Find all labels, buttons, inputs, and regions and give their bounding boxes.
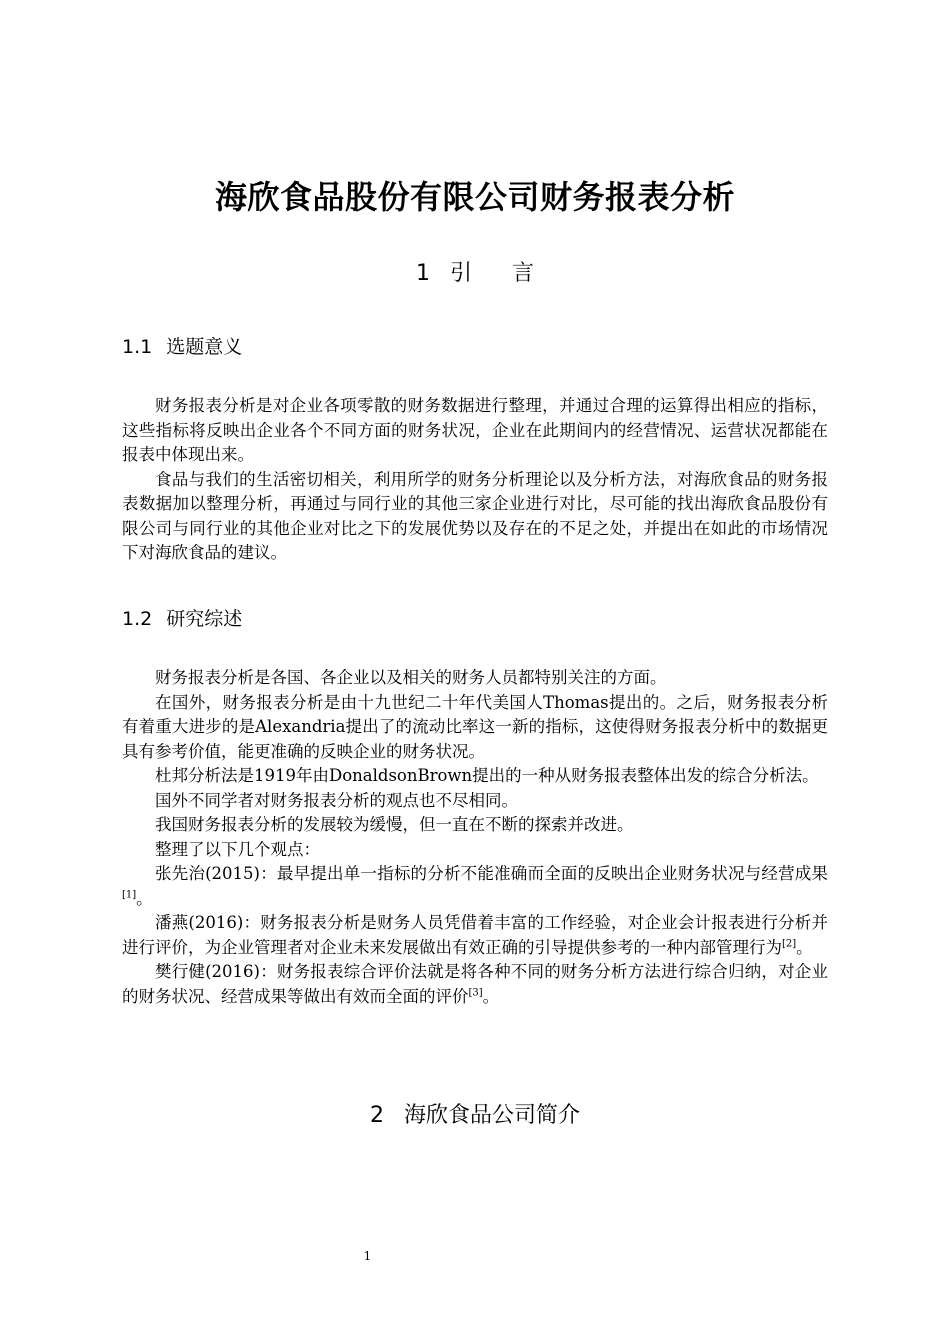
section-1-1-title: 选题意义 bbox=[166, 336, 243, 358]
chapter-2-heading bbox=[0, 1098, 950, 1129]
citation-ref: [3] bbox=[468, 987, 483, 998]
section-1-2-body bbox=[122, 666, 828, 1009]
section-1-2-heading bbox=[122, 604, 242, 631]
chapter-2-number: 2 bbox=[369, 1103, 384, 1128]
section-1-2-number: 1.2 bbox=[122, 608, 153, 630]
chapter-2-title: 海欣食品公司简介 bbox=[403, 1103, 580, 1128]
paragraph-with-citation bbox=[122, 862, 828, 911]
paragraph: 杜邦分析法是1919年由DonaldsonBrown提出的一种从财务报表整体出发的综合分析法。 bbox=[155, 766, 819, 785]
section-1-2-title: 研究综述 bbox=[166, 608, 243, 630]
paragraph: 我国财务报表分析的发展较为缓慢，但一直在不断的探索并改进。 bbox=[155, 815, 634, 834]
section-1-1-heading bbox=[122, 332, 242, 359]
paragraph: 财务报表分析是对企业各项零散的财务数据进行整理，并通过合理的运算得出相应的指标，这些指标将反映出企业各个不同方面的财务状况，企业在此期间内的经营情况、运营状况都能在报表中体现出来。 bbox=[122, 396, 828, 464]
page-number: 1 bbox=[363, 1249, 372, 1263]
paragraph-with-citation bbox=[122, 960, 828, 1009]
document-title: 海欣食品股份有限公司财务报表分析 bbox=[214, 178, 735, 216]
paragraph-end: 。 bbox=[136, 888, 153, 908]
paragraph: 财务报表分析是各国、各企业以及相关的财务人员都特别关注的方面。 bbox=[155, 668, 667, 687]
chapter-1-title: 引言 bbox=[449, 261, 574, 286]
citation-ref: [2] bbox=[782, 938, 797, 949]
paragraph: 整理了以下几个观点： bbox=[155, 839, 320, 859]
paragraph-text: 樊行健(2016)：财务报表综合评价法就是将各种不同的财务分析方法进行综合归纳，对企业的财务状况、经营成果等做出有效而全面的评价 bbox=[122, 962, 828, 1006]
paragraph-end: 。 bbox=[482, 986, 500, 1006]
section-1-1-number: 1.1 bbox=[122, 336, 153, 358]
paragraph-end: 。 bbox=[796, 937, 813, 957]
chapter-1-number: 1 bbox=[415, 261, 430, 286]
section-1-1-body bbox=[122, 394, 828, 566]
paragraph: 在国外，财务报表分析是由十九世纪二十年代美国人Thomas提出的。之后，财务报表分析有着重大进步的是Alexandria提出了的流动比率这一新的指标，这使得财务报表分析中的数据更具有参考价值，能更准确的反映企业的财务状况。 bbox=[122, 692, 828, 761]
paragraph-text: 潘燕(2016)：财务报表分析是财务人员凭借着丰富的工作经验，对企业会计报表进行分析并进行评价，为企业管理者对企业未来发展做出有效正确的引导提供参考的一种内部管理行为 bbox=[122, 913, 828, 957]
paragraph-with-citation bbox=[122, 911, 828, 960]
chapter-1-heading bbox=[0, 256, 950, 287]
citation-ref: [1] bbox=[122, 889, 137, 900]
paragraph: 国外不同学者对财务报表分析的观点也不尽相同。 bbox=[155, 790, 518, 810]
paragraph: 食品与我们的生活密切相关，利用所学的财务分析理论以及分析方法，对海欣食品的财务报表数据加以整理分析，再通过与同行业的其他三家企业进行对比，尽可能的找出海欣食品股份有限公司与同行业的其他企业对比之下的发展优势以及存在的不足之处，并提出在如此的市场情况下对海欣食品的建议。 bbox=[122, 469, 828, 562]
paragraph-text: 张先治(2015)：最早提出单一指标的分析不能准确而全面的反映出企业财务状况与经营成果 bbox=[155, 864, 828, 883]
